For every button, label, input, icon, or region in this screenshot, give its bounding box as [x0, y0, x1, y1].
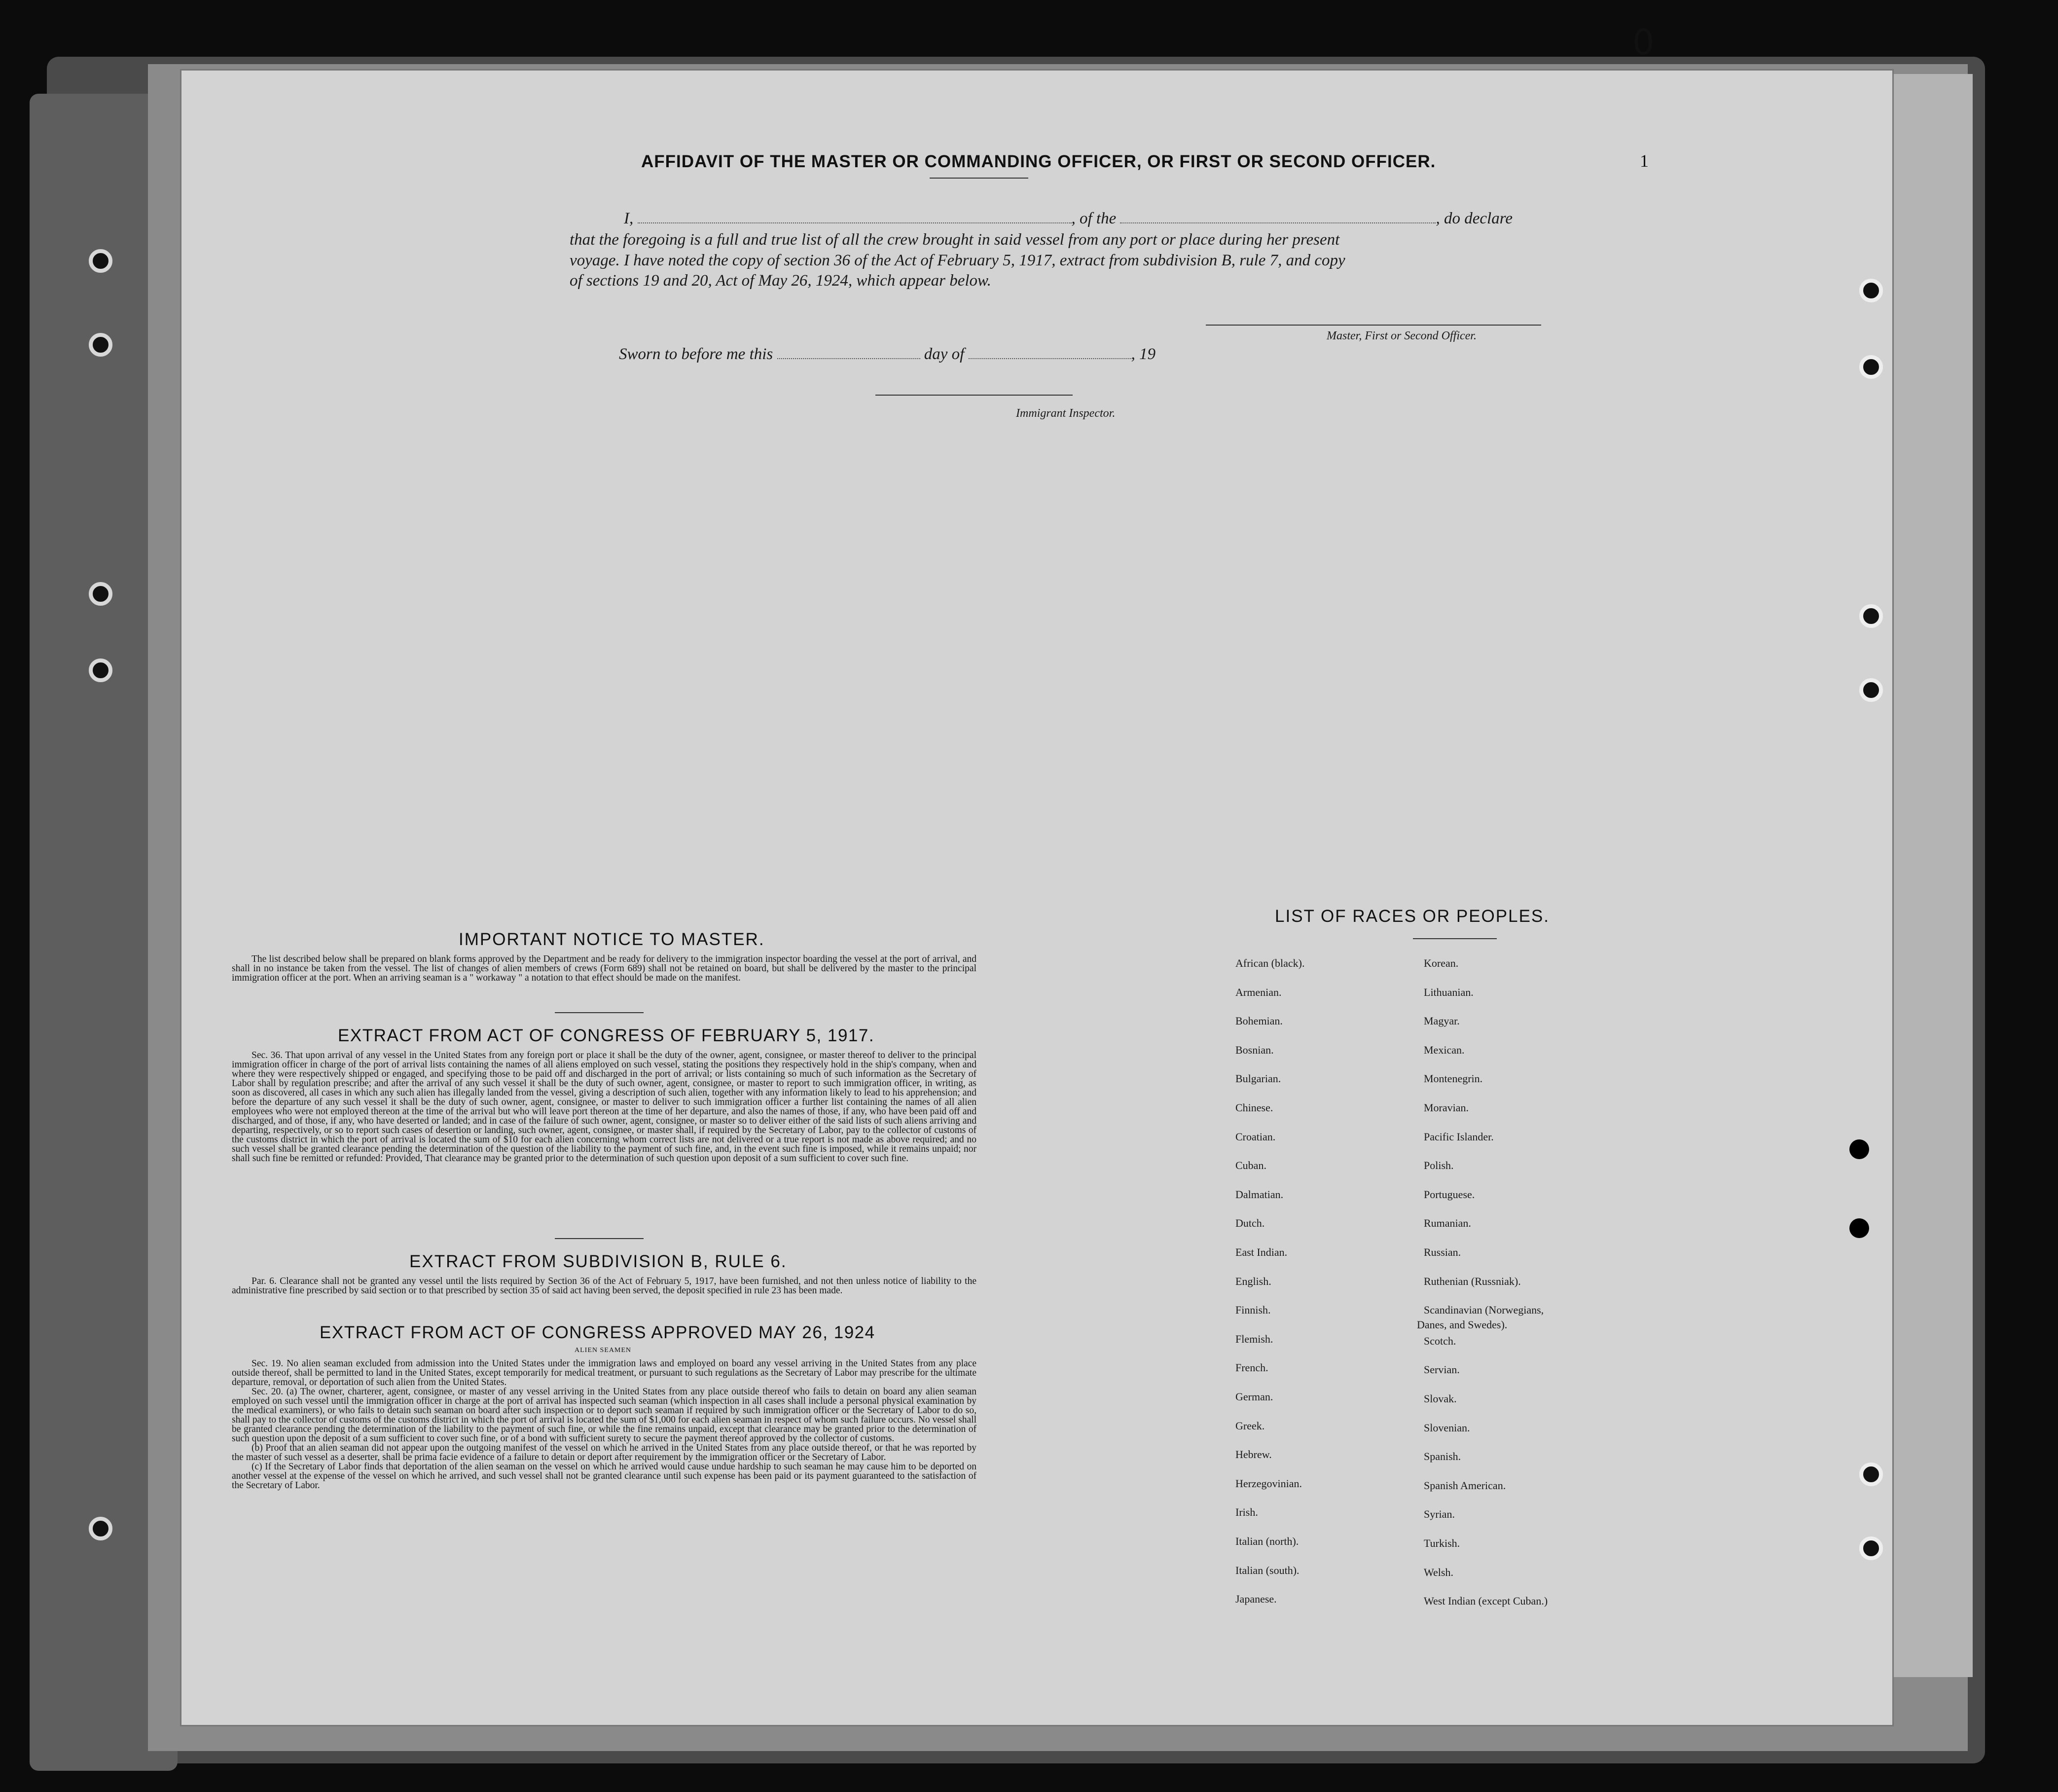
page-hole	[1859, 1463, 1883, 1486]
form-page	[180, 69, 1894, 1726]
race-item: Japanese.	[1235, 1593, 1277, 1606]
sworn-line	[619, 345, 1155, 364]
line1-declare: , do declare	[1436, 210, 1513, 227]
binder-hole	[89, 658, 112, 682]
day-blank[interactable]	[777, 358, 920, 359]
race-item: West Indian (except Cuban.)	[1424, 1595, 1548, 1608]
race-item: Bosnian.	[1235, 1043, 1274, 1056]
race-item: Bulgarian.	[1235, 1072, 1281, 1085]
line1-i: I,	[624, 210, 634, 227]
page-hole	[1859, 678, 1883, 702]
name-blank[interactable]	[638, 222, 1072, 223]
race-item: Spanish.	[1424, 1450, 1461, 1463]
binder-hole	[89, 1517, 112, 1540]
race-item: Spanish American.	[1424, 1479, 1506, 1492]
race-item: African (black).	[1235, 957, 1305, 969]
page-hole	[1859, 1536, 1883, 1560]
sec-20c-paragraph: (c) If the Secretary of Labor finds that deportation of the alien seaman on the vessel on which he arrived would cause undue hardship to such seaman he may cause him to be deported on another vessel at the expense of the vessel on which he arrived, and such vessel shall not be granted clearance until such expense has been paid or its payment guaranteed to the satisfaction of the Secretary of Labor.	[232, 1462, 976, 1491]
subdivision-b-title: EXTRACT FROM SUBDIVISION B, RULE 6.	[409, 1252, 787, 1271]
extract-1924-subtitle: ALIEN SEAMEN	[575, 1347, 632, 1354]
binder-hole	[89, 333, 112, 357]
race-item: Slovenian.	[1424, 1421, 1470, 1434]
race-item: Irish.	[1235, 1506, 1258, 1519]
extract-1917-text	[232, 1051, 976, 1163]
binder-hole	[89, 582, 112, 606]
race-item: Russian.	[1424, 1246, 1461, 1258]
race-item: Chinese.	[1235, 1101, 1273, 1114]
race-item: Bohemian.	[1235, 1015, 1283, 1027]
notice-rule	[555, 1012, 644, 1013]
declaration-line-3: voyage. I have noted the copy of section 36 of the Act of February 5, 1917, extract from subdivision B, rule 7, and copy	[570, 252, 1345, 269]
declaration-line-2: that the foregoing is a full and true list of all the crew brought in said vessel from any port or place during her present	[570, 231, 1340, 249]
affidavit-title: AFFIDAVIT OF THE MASTER OR COMMANDING OFFICER, OR FIRST OR SECOND OFFICER.	[641, 152, 1436, 171]
vessel-blank[interactable]	[1120, 222, 1436, 223]
race-item: Montenegrin.	[1424, 1072, 1483, 1085]
race-item: Greek.	[1235, 1419, 1265, 1432]
month-blank[interactable]	[969, 358, 1131, 359]
race-item: Slovak.	[1424, 1392, 1457, 1405]
declaration-line-4: of sections 19 and 20, Act of May 26, 1924, which appear below.	[570, 272, 991, 290]
race-item: Lithuanian.	[1424, 986, 1474, 998]
race-item: Syrian.	[1424, 1508, 1455, 1521]
punch-dot	[1849, 1139, 1869, 1159]
inspector-label: Immigrant Inspector.	[1016, 407, 1116, 420]
race-item: Rumanian.	[1424, 1217, 1471, 1230]
races-rule	[1413, 938, 1497, 939]
extract-1924-text	[232, 1359, 976, 1490]
race-item: Hebrew.	[1235, 1448, 1272, 1461]
page-hole	[1859, 279, 1883, 302]
race-item: Korean.	[1424, 957, 1459, 969]
race-item: Welsh.	[1424, 1566, 1453, 1578]
line1-of-the: , of the	[1071, 210, 1117, 227]
section-36-paragraph: Sec. 36. That upon arrival of any vessel in the United States from any foreign port or place it shall be the duty of the owner, agent, consignee, or master thereof to deliver to the principal immigration officer in charge of the port of arrival lists containing the names of all aliens employed on such vessel, stating the positions they respectively hold in the ship's company, when and where they were respectively shipped or engaged, and specifying those to be paid off and discharged in the port of arrival; or lists containing so much of such information as the Secretary of Labor shall by regulation prescribe; and after the arrival of any such vessel it shall be the duty of such owner, agent, consignee, or master to report to such immigration officer, in writing, as soon as discovered, all cases in which any such alien has illegally landed from the vessel, giving a description of such alien, together with any information likely to lead to his apprehension; and before the departure of any such vessel it shall be the duty of such owner, agent, consignee, or master to deliver to such immigration officer a further list containing the names of all alien employees who were not employed thereon at the time of the arrival but who will leave port thereon at the time of her departure, and also the names of those, if any, who have been paid off and discharged, and of those, if any, who have deserted or landed; and in case of the failure of such owner, agent, consignee, or master so to deliver either of the said lists of such aliens arriving and departing, respectively, or so to report such cases of desertion or landing, such owner, agent, consignee, or master shall, if required by the Secretary of Labor, pay to the collector of customs of the customs district in which the port of arrival is located the sum of $10 for each alien concerning whom correct lists are not delivered or a true report is not made as above required; and no such vessel shall be granted clearance pending the determination of the question of the liability to the payment of such fine, and, in the event such fine is imposed, while it remains unpaid; nor shall such fine be remitted or refunded: Provided, That clearance may be granted prior to the determination of such question upon deposit of a sum sufficient to cover such fine.	[232, 1050, 976, 1164]
inspector-signature-line[interactable]	[875, 395, 1073, 396]
race-item: Polish.	[1424, 1159, 1454, 1172]
extract-1917-rule	[555, 1238, 644, 1239]
par-6-paragraph: Par. 6. Clearance shall not be granted any vessel until the lists required by Section 36 of the Act of February 5, 1917, have been furnished, and not then unless notice of liability to the administrative fine prescribed by said section or to that prescribed by section 35 of said act having been served, the deposit specified in rule 23 has been made.	[232, 1276, 976, 1296]
race-item: Mexican.	[1424, 1043, 1465, 1056]
master-signature-label: Master, First or Second Officer.	[1327, 329, 1477, 342]
race-item: Italian (south).	[1235, 1564, 1300, 1576]
sec-19-paragraph: Sec. 19. No alien seaman excluded from admission into the United States under the immigration laws and employed on board any vessel arriving in the United States from any place outside thereof, shall be permitted to land in the United States, except temporarily for medical treatment, or pursuant to such regulations as the Secretary of Labor may prescribe for the ultimate departure, removal, or deportation of such alien from the United States.	[232, 1358, 976, 1388]
sworn-label: Sworn to before me this	[619, 345, 773, 363]
extract-1924-title: EXTRACT FROM ACT OF CONGRESS APPROVED MAY 26, 1924	[320, 1323, 875, 1342]
race-item: Italian (north).	[1235, 1535, 1299, 1547]
notice-title: IMPORTANT NOTICE TO MASTER.	[459, 930, 765, 949]
race-item: Croatian.	[1235, 1130, 1276, 1143]
subdivision-b-text	[232, 1277, 976, 1295]
race-item: Scandinavian (Norwegians,	[1424, 1304, 1544, 1317]
race-item: Flemish.	[1235, 1332, 1273, 1345]
race-item: Dutch.	[1235, 1217, 1265, 1230]
extract-1917-title: EXTRACT FROM ACT OF CONGRESS OF FEBRUARY 5, 1917.	[338, 1026, 875, 1045]
page-hole	[1859, 355, 1883, 379]
race-item: Moravian.	[1424, 1101, 1469, 1114]
page-hole	[1859, 604, 1883, 628]
race-item: Scotch.	[1424, 1334, 1456, 1347]
sec-20a-paragraph: Sec. 20. (a) The owner, charterer, agent, consignee, or master of any vessel arriving in the United States from any place outside thereof who fails to detain on board any alien seaman employed on such vessel until the immigration officer in charge at the port of arrival has inspected such seaman (which inspection in all cases shall include a personal physical examination by the medical examiners), or who fails to detain such seaman on board after such inspection or to deport such seaman if required by such immigration officer or the Secretary of Labor to do so, shall pay to the collector of customs of the customs district in which the port of arrival is located the sum of $1,000 for each alien seaman in respect of whom such failure occurs. No vessel shall be granted clearance pending the determination of the liability to the payment of such fine, or while the fine remains unpaid, except that clearance may be granted prior to the determination of such question upon the deposit of a sum sufficient to cover such fine, or of a bond with sufficient surety to secure the payment thereof approved by the collector of customs.	[232, 1387, 976, 1444]
punch-dot	[1849, 1218, 1869, 1238]
race-item: Pacific Islander.	[1424, 1130, 1494, 1143]
race-item: French.	[1235, 1361, 1268, 1374]
notice-text	[232, 954, 976, 983]
race-item: English.	[1235, 1275, 1271, 1287]
race-item: Dalmatian.	[1235, 1188, 1284, 1201]
race-item: Finnish.	[1235, 1304, 1271, 1317]
race-item: East Indian.	[1235, 1246, 1288, 1258]
day-of-label: day of	[924, 345, 965, 363]
race-item: Ruthenian (Russniak).	[1424, 1275, 1521, 1287]
sec-20b-paragraph: (b) Proof that an alien seaman did not appear upon the outgoing manifest of the vessel on which he arrived in the United States from any place outside thereof, or that he was reported by the master of such vessel as a deserter, shall be prima facie evidence of a failure to detain or deport after requirement by the immigration officer or the Secretary of Labor.	[232, 1443, 976, 1463]
binder-hole	[89, 249, 112, 273]
race-item: Portuguese.	[1424, 1188, 1475, 1201]
race-item: Magyar.	[1424, 1015, 1460, 1027]
corner-mark: 0	[1632, 22, 1655, 63]
title-rule	[930, 178, 1028, 179]
race-item: Turkish.	[1424, 1537, 1460, 1549]
notice-paragraph: The list described below shall be prepared on blank forms approved by the Department and be ready for delivery to the immigration inspector boarding the vessel at the port of arrival, and shall in no instance be taken from the vessel. The list of changes of alien members of crews (Form 689) shall not be retained on board, but shall be delivered by the master to the principal immigration officer at the port. When an arriving seaman is a " workaway " a notation to that effect should be made on the manifest.	[232, 954, 976, 983]
race-item: Herzegovinian.	[1235, 1477, 1302, 1490]
race-item: Servian.	[1424, 1363, 1460, 1376]
margin-mark: 1	[1640, 151, 1649, 171]
race-item: German.	[1235, 1390, 1273, 1403]
year-label: , 19	[1131, 345, 1156, 363]
races-title: LIST OF RACES OR PEOPLES.	[1275, 907, 1550, 926]
race-item: Armenian.	[1235, 986, 1282, 998]
scandinavian-continuation: Danes, and Swedes).	[1417, 1318, 1508, 1331]
master-signature-line[interactable]	[1206, 325, 1541, 326]
declaration-line-1	[624, 210, 1513, 228]
race-item: Cuban.	[1235, 1159, 1266, 1172]
